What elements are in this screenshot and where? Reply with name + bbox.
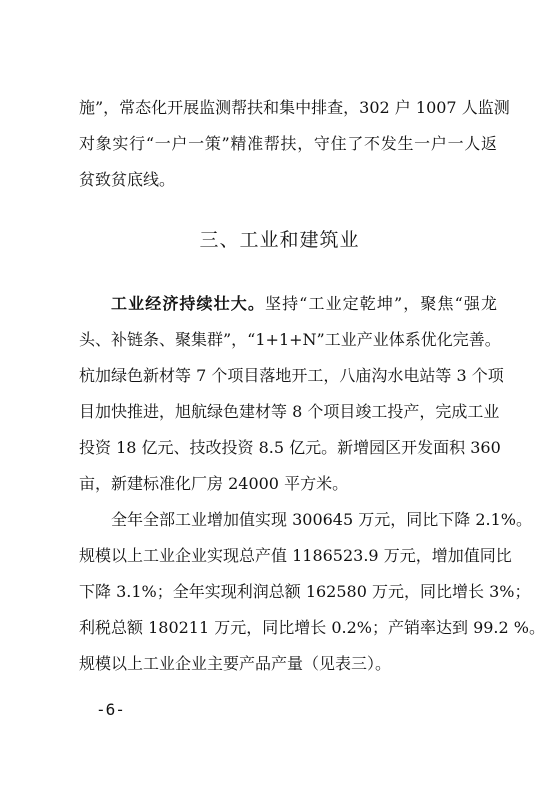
text-line: 施”，常态化开展监测帮扶和集中排查，302 户 1007 人监测: [79, 98, 510, 117]
text-span: 坚持“工业定乾坤”，聚焦“强龙: [264, 294, 497, 313]
section-heading: 三、工业和建筑业: [199, 229, 360, 251]
text-line: 下降 3.1%；全年实现利润总额 162580 万元，同比增长 3%；: [79, 582, 531, 601]
paragraph-lead: 工业经济持续壮大。: [111, 294, 265, 313]
text-line: [111, 294, 497, 314]
text-line: 投资 18 亿元、技改投资 8.5 亿元。新增园区开发面积 360: [79, 438, 501, 457]
text-line: 利税总额 180211 万元，同比增长 0.2%；产销率达到 99.2 %。: [79, 618, 545, 637]
text-line: 头、补链条、聚集群”，“1+1+N”工业产业体系优化完善。: [79, 330, 501, 349]
text-line: 杭加绿色新材等 7 个项目落地开工，八庙沟水电站等 3 个项: [79, 366, 504, 385]
text-line: 贫致贫底线。: [79, 170, 176, 189]
text-line: 对象实行“一户一策”精准帮扶，守住了不发生一户一人返: [79, 134, 497, 153]
text-line: 亩，新建标准化厂房 24000 平方米。: [79, 474, 349, 493]
text-line: 全年全部工业增加值实现 300645 万元，同比下降 2.1%。: [111, 510, 532, 529]
text-line: 目加快推进，旭航绿色建材等 8 个项目竣工投产，完成工业: [79, 402, 500, 421]
text-line: 规模以上工业企业主要产品产量（见表三）。: [79, 654, 392, 673]
page-number: -6-: [96, 700, 125, 719]
text-line: 规模以上工业企业实现总产值 1186523.9 万元，增加值同比: [79, 546, 512, 565]
